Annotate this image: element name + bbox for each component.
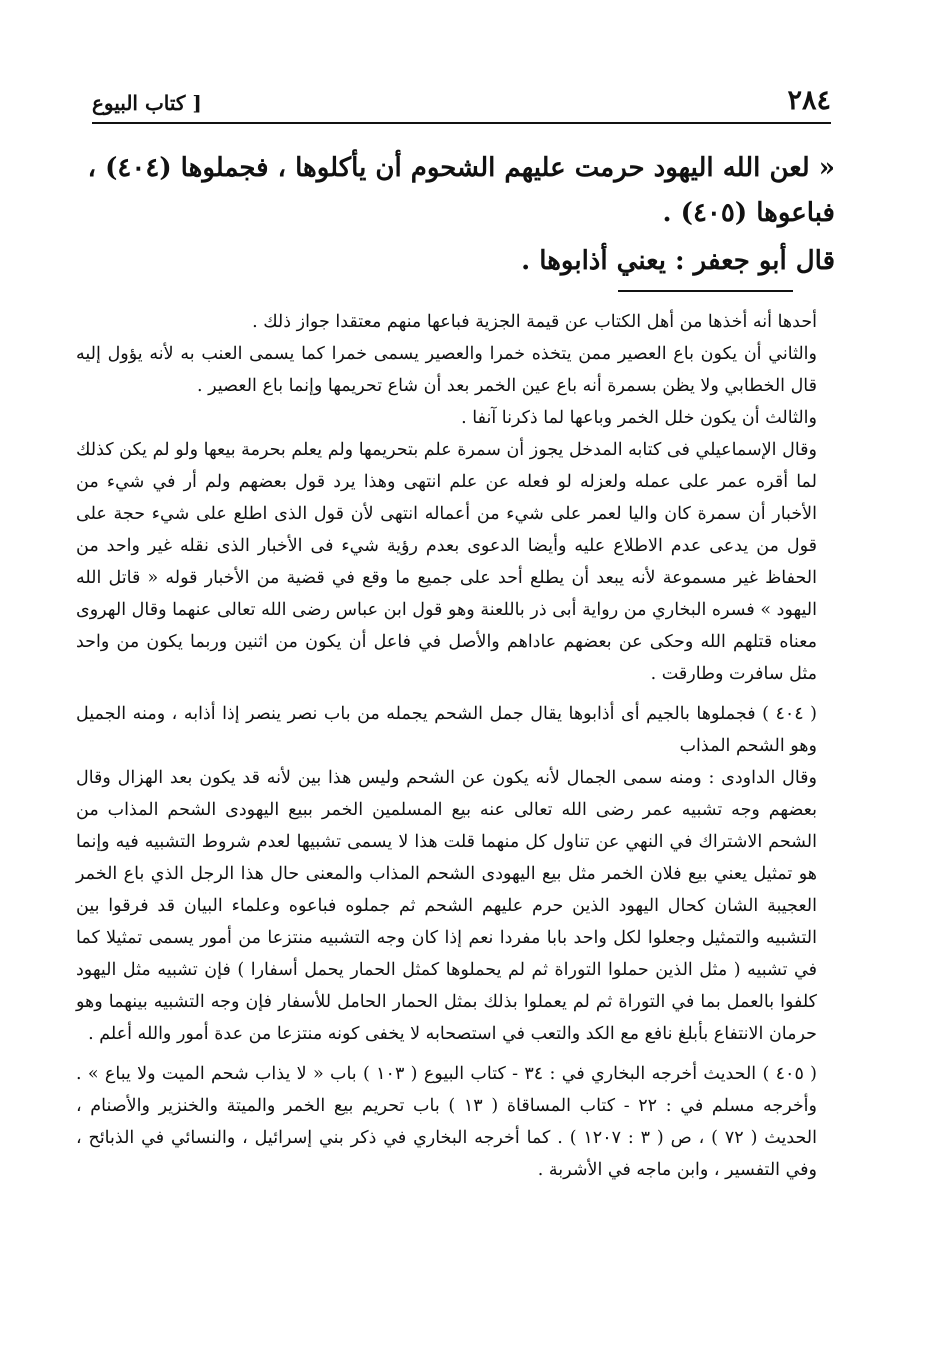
- hadith-line-1: « لعن الله اليهود حرمت عليهم الشحوم أن يأكلوها ، فجملوها (٤٠٤) ،: [87, 153, 835, 183]
- footnote-404: ( ٤٠٤ ) فجملوها بالجيم أى أذابوها يقال جمل الشحم يجمله من باب نصر ينصر إذا أذابه ، ومنه الجميل وهو الشحم المذاب: [76, 704, 818, 756]
- abu-jafar-comment: قال أبو جعفر : يعني أذابوها .: [521, 246, 835, 276]
- commentary-paragraph: والثاني أن يكون باع العصير ممن يتخذه خمرا والعصير يسمى خمرا كما يسمى العنب به لأنه يؤول إليه قال الخطابي ولا يظن بسمرة أنه باع عين الخمر بعد أن شاع تحريمها وإنما باع العصير .: [76, 344, 817, 396]
- commentary-paragraph: والثالث أن يكون خلل الخمر وباعها لما ذكرنا آنفا .: [461, 408, 817, 428]
- hadith-text: [60, 146, 835, 236]
- page-number: ٢٨٤: [787, 85, 831, 116]
- chapter-title: [ كتاب البيوع: [92, 91, 202, 115]
- footnote-405: ( ٤٠٥ ) الحديث أخرجه البخاري في : ٣٤ - كتاب البيوع ( ١٠٣ ) باب « لا يذاب شحم الميت ولا يباع » . وأخرجه مسلم في : ٢٢ - كتاب المساقاة ( ١٣ ) باب تحريم بيع الخمر والميتة والخنزير والأصنام ، الحديث ( ٧٢ ) ، ص ( ٣ : ١٢٠٧ ) . كما أخرجه البخاري في ذكر بني إسرائيل ، والنسائي في الذبائح ، وفي التفسير ، وابن ماجه في الأشربة .: [76, 1064, 818, 1180]
- main-text: [60, 146, 835, 284]
- hadith-line-2: فباعوها (٤٠٥) .: [662, 198, 835, 228]
- footnotes: [76, 306, 817, 1186]
- running-header: [92, 82, 831, 124]
- footnote-divider: [618, 290, 793, 292]
- commentary-paragraph: وقال الإسماعيلي فى كتابه المدخل يجوز أن سمرة علم بتحريمها ولم يعلم بحرمة بيعها ولو لم يكن كذلك لما أقره عمر على عمله ولعزله لو فعله عن علم انتهى وهذا يرد قول بعضهم ولم أر في شيء من الأخبار أن سمرة كان واليا لعمر على شيء من أعماله انتهى لأن قول الذى اطلع على شيء حجة على قول من يدعى عدم الاطلاع عليه وأيضا الدعوى بعدم رؤية شيء فى الأخبار الذى نقله غير واحد من الحفاظ غير مسموعة لأنه يبعد أن يطلع أحد على جميع ما وقع في قضية من الأخبار قوله « قاتل الله اليهود » فسره البخاري من رواية أبى ذر باللعنة وهو قول ابن عباس رضى الله تعالى عنهما وقال الهروى معناه قتلهم الله وحكى عن بعضهم عاداهم والأصل في فاعل أن يكون من اثنين وربما يكون من واحد مثل سافرت وطارقت .: [76, 440, 817, 684]
- commentary-paragraph: أحدها أنه أخذها من أهل الكتاب عن قيمة الجزية فباعها منهم معتقدا جواز ذلك .: [252, 312, 817, 332]
- footnote-404-continuation: وقال الداودى : ومنه سمى الجمال لأنه يكون عن الشحم وليس هذا بين لأنه قد يكون بعد الهزال وقال بعضهم وجه تشبيه عمر رضى الله تعالى عنه بيع المسلمين الخمر ببيع اليهودى الشحم المذاب من الشحم الاشتراك في النهي عن تناول كل منهما قلت هذا لا يسمى تشبيها لعدم شروط التشبيه فيه وإنما هو تمثيل يعني بيع فلان الخمر مثل بيع اليهودى الشحم المذاب والمعنى حال هذا الرجل الذي باع الخمر العجيبة الشان كحال اليهود الذين حرم عليهم الشحم ثم جملوه فباعوه وعلماء البيان قد فرقوا بين التشبيه والتمثيل وجعلوا لكل واحد بابا مفردا نعم إذا كان وجه التشبيه منتزعا من أمور يسمى تمثيلا كما في تشبيه ( مثل الذين حملوا التوراة ثم لم يحملوها كمثل الحمار يحمل أسفارا ) فإن تشبيه مثل اليهود كلفوا بالعمل بما في التوراة ثم لم يعملوا بذلك بمثل الحمار الحامل للأسفار فإن وجه التشبيه بينهما وهو حرمان الانتفاع بأبلغ نافع مع الكد والتعب في استصحابه لا يخفى كونه منتزعا من عدة أمور والله أعلم .: [76, 768, 817, 1044]
